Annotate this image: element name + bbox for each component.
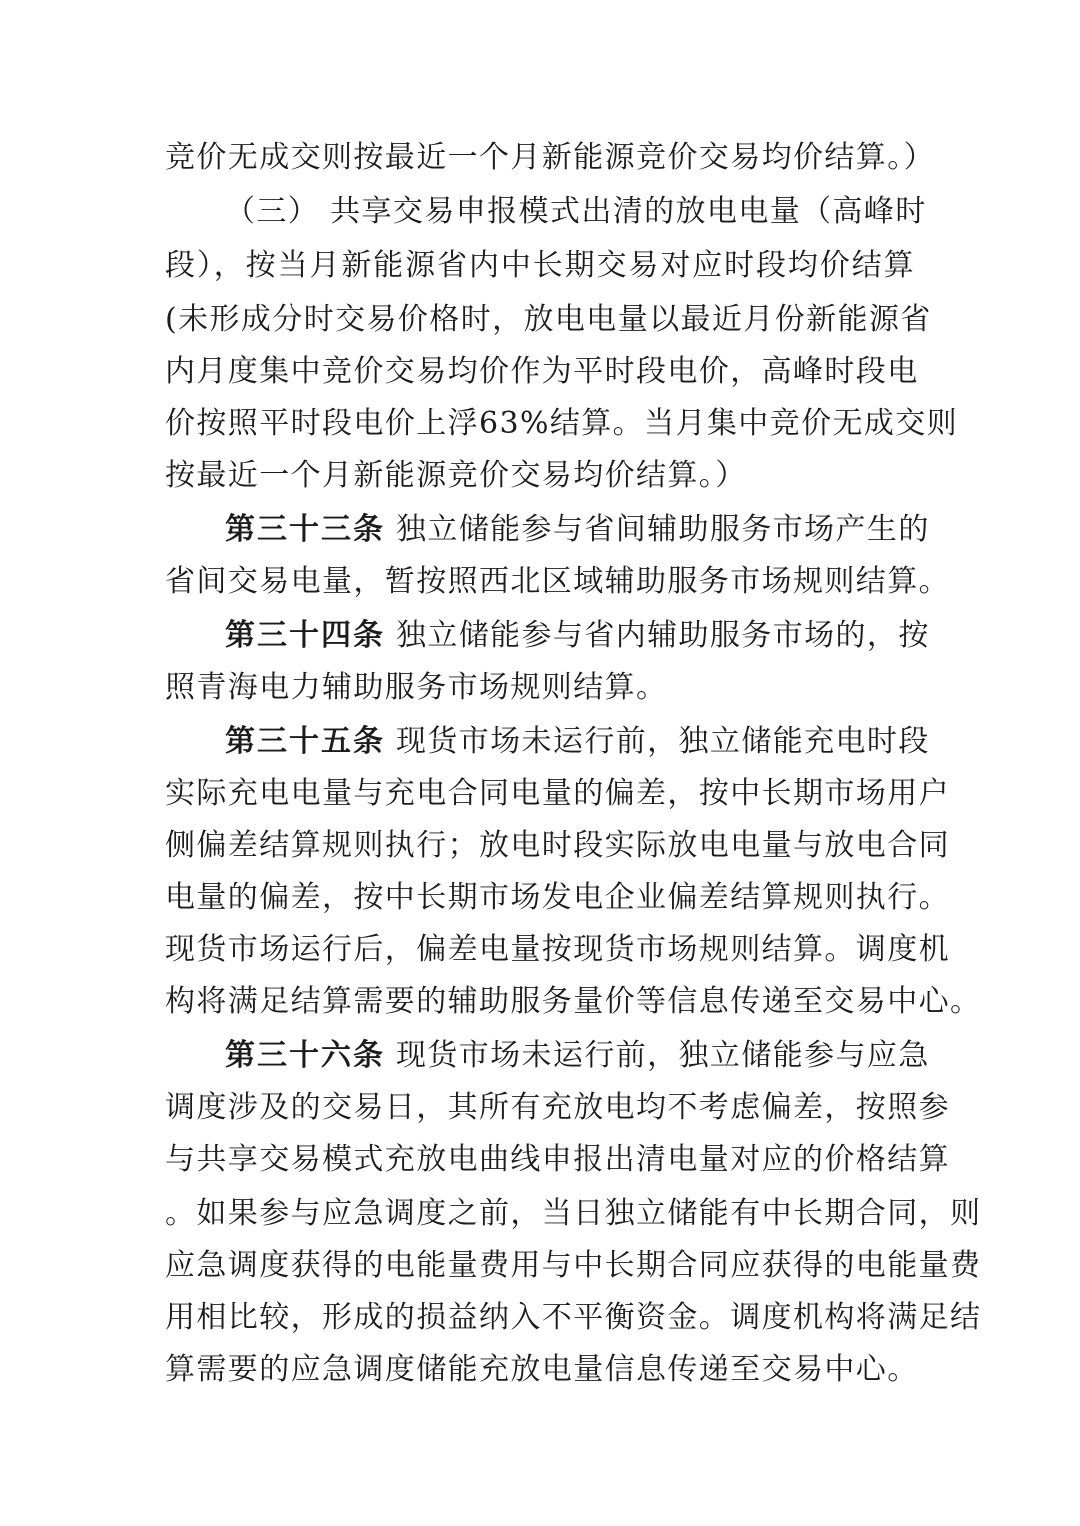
- text-line: 侧偏差结算规则执行；放电时段实际放电电量与放电合同: [165, 828, 950, 863]
- article-heading: 第三十六条: [225, 1038, 385, 1073]
- text-line: 构将满足结算需要的辅助服务量价等信息传递至交易中心。: [165, 984, 982, 1019]
- article-heading: 第三十四条: [225, 618, 385, 653]
- article-34-first-line: [225, 610, 930, 662]
- text-line: 应急调度获得的电能量费用与中长期合同应获得的电能量费: [165, 1248, 982, 1283]
- text-line: 价按照平时段电价上浮63%结算。当月集中竞价无成交则: [165, 406, 959, 441]
- article-35-first-line: [225, 716, 930, 768]
- article-36-first-line: [225, 1030, 930, 1082]
- text-line: 内月度集中竞价交易均价作为平时段电价，高峰时段电: [165, 354, 919, 389]
- text-line: 省间交易电量，暂按照西北区域辅助服务市场规则结算。: [165, 564, 950, 599]
- text-line: （三） 共享交易申报模式出清的放电电量（高峰时: [225, 194, 927, 229]
- text-line: 调度涉及的交易日，其所有充放电均不考虑偏差，按照参: [165, 1090, 950, 1125]
- text-line: 照青海电力辅助服务市场规则结算。: [165, 670, 668, 705]
- text-line: (未形成分时交易价格时，放电电量以最近月份新能源省: [165, 302, 932, 337]
- text-span: 独立储能参与省内辅助服务市场的，按: [395, 618, 930, 653]
- article-33-first-line: [225, 504, 930, 556]
- article-heading: 第三十三条: [225, 512, 385, 547]
- text-line: 。如果参与应急调度之前，当日独立储能有中长期合同，则: [165, 1196, 982, 1231]
- text-line: 段），按当月新能源省内中长期交易对应时段均价结算: [165, 248, 915, 283]
- text-span: 现货市场未运行前，独立储能参与应急: [395, 1038, 930, 1073]
- text-line: 电量的偏差，按中长期市场发电企业偏差结算规则执行。: [165, 880, 950, 915]
- text-line: 实际充电电量与充电合同电量的偏差，按中长期市场用户: [165, 776, 950, 811]
- text-line: 与共享交易模式充放电曲线申报出清电量对应的价格结算: [165, 1142, 950, 1177]
- text-span: 独立储能参与省间辅助服务市场产生的: [395, 512, 930, 547]
- text-line: 用相比较，形成的损益纳入不平衡资金。调度机构将满足结: [165, 1300, 982, 1335]
- text-line: 现货市场运行后，偏差电量按现货市场规则结算。调度机: [165, 932, 950, 967]
- article-heading: 第三十五条: [225, 724, 385, 759]
- text-line: 按最近一个月新能源竞价交易均价结算。）: [165, 458, 747, 493]
- text-span: 现货市场未运行前，独立储能充电时段: [395, 724, 930, 759]
- text-line: 算需要的应急调度储能充放电量信息传递至交易中心。: [165, 1352, 919, 1387]
- text-line: 竞价无成交则按最近一个月新能源竞价交易均价结算。）: [165, 140, 935, 175]
